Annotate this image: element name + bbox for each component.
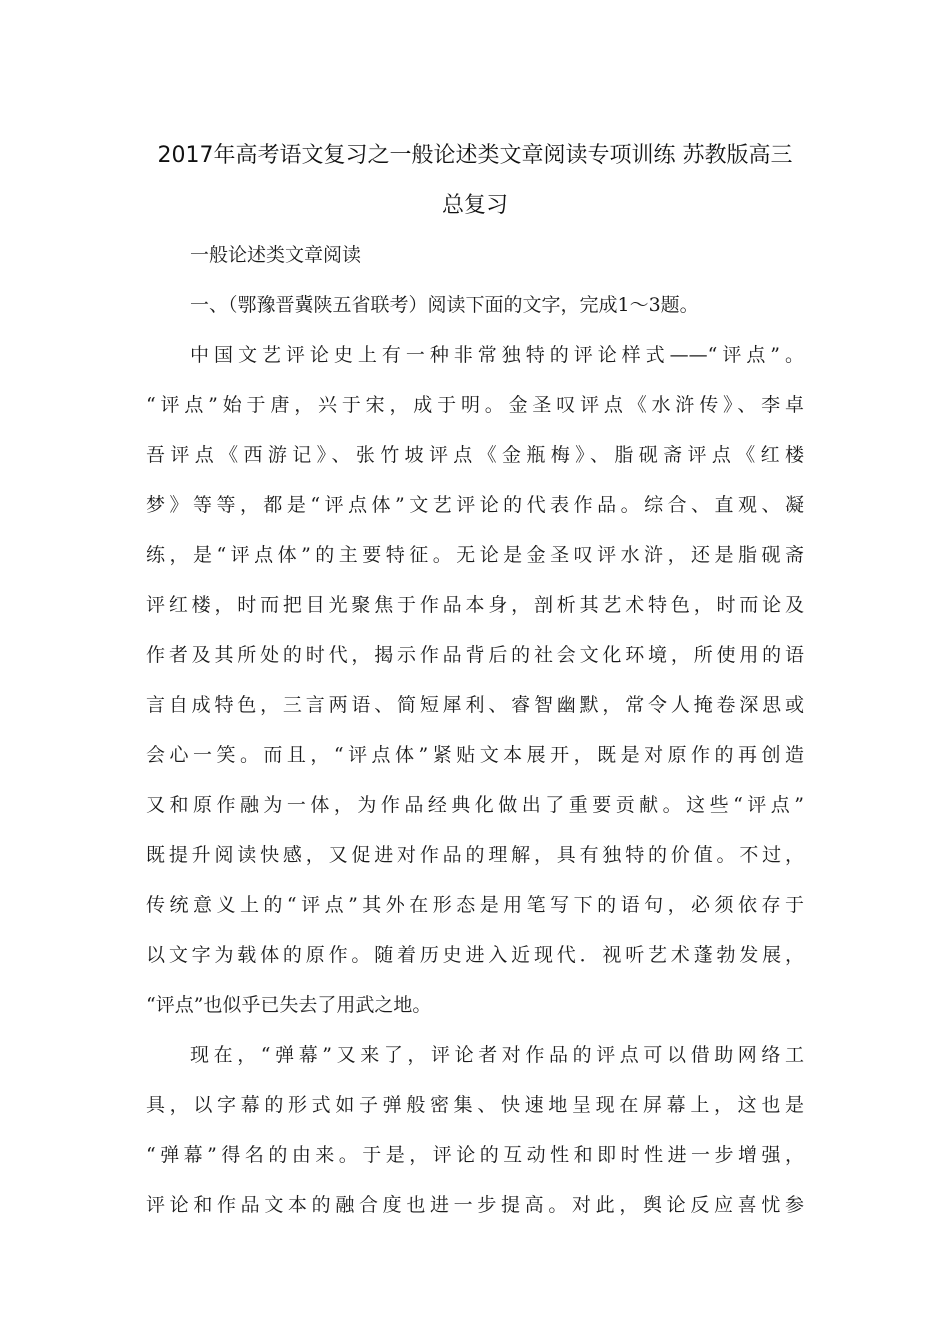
paragraph-1-line: “评点”始于唐，兴于宋，成于明。金圣叹评点《水浒传》、李卓 — [146, 394, 804, 416]
document-title-line-1: 2017年高考语文复习之一般论述类文章阅读专项训练 苏教版高三 — [157, 143, 793, 168]
paragraph-1-line: 会心一笑。而且，“评点体”紧贴文本展开，既是对原作的再创造 — [146, 744, 804, 766]
question-intro: 一、（鄂豫晋冀陕五省联考）阅读下面的文字，完成1～3题。 — [190, 294, 699, 316]
paragraph-1-line: 评红楼，时而把目光聚焦于作品本身，剖析其艺术特色，时而论及 — [146, 594, 804, 616]
paragraph-1-line: “评点”也似乎已失去了用武之地。 — [146, 994, 432, 1016]
paragraph-1-line: 言自成特色，三言两语、简短犀利、睿智幽默，常令人掩卷深思或 — [146, 694, 804, 716]
paragraph-1-line: 又和原作融为一体，为作品经典化做出了重要贡献。这些“评点” — [146, 794, 804, 816]
paragraph-1-line: 梦》等等，都是“评点体”文艺评论的代表作品。综合、直观、凝 — [146, 494, 804, 516]
paragraph-1-line: 吾评点《西游记》、张竹坡评点《金瓶梅》、脂砚斋评点《红楼 — [146, 444, 804, 466]
paragraph-2-line: 具，以字幕的形式如子弹般密集、快速地呈现在屏幕上，这也是 — [146, 1094, 804, 1116]
paragraph-2-line: “弹幕”得名的由来。于是，评论的互动性和即时性进一步增强， — [146, 1144, 804, 1166]
paragraph-1-line: 传统意义上的“评点”其外在形态是用笔写下的语句，必须依存于 — [146, 894, 804, 916]
paragraph-1-line: 练，是“评点体”的主要特征。无论是金圣叹评水浒，还是脂砚斋 — [146, 544, 804, 566]
section-heading: 一般论述类文章阅读 — [190, 244, 362, 266]
paragraph-1-line: 以文字为载体的原作。随着历史进入近现代．视听艺术蓬勃发展， — [146, 944, 804, 966]
document-title-line-2: 总复习 — [441, 193, 508, 218]
paragraph-1-line: 作者及其所处的时代，揭示作品背后的社会文化环境，所使用的语 — [146, 644, 804, 666]
paragraph-2-line: 现在，“弹幕”又来了，评论者对作品的评点可以借助网络工 — [190, 1044, 804, 1066]
paragraph-1-line: 中国文艺评论史上有一种非常独特的评论样式——“评点”。 — [190, 344, 804, 366]
paragraph-1-line: 既提升阅读快感，又促进对作品的理解，具有独特的价值。不过， — [146, 844, 804, 866]
paragraph-2-line: 评论和作品文本的融合度也进一步提高。对此，舆论反应喜忧参 — [146, 1194, 804, 1216]
